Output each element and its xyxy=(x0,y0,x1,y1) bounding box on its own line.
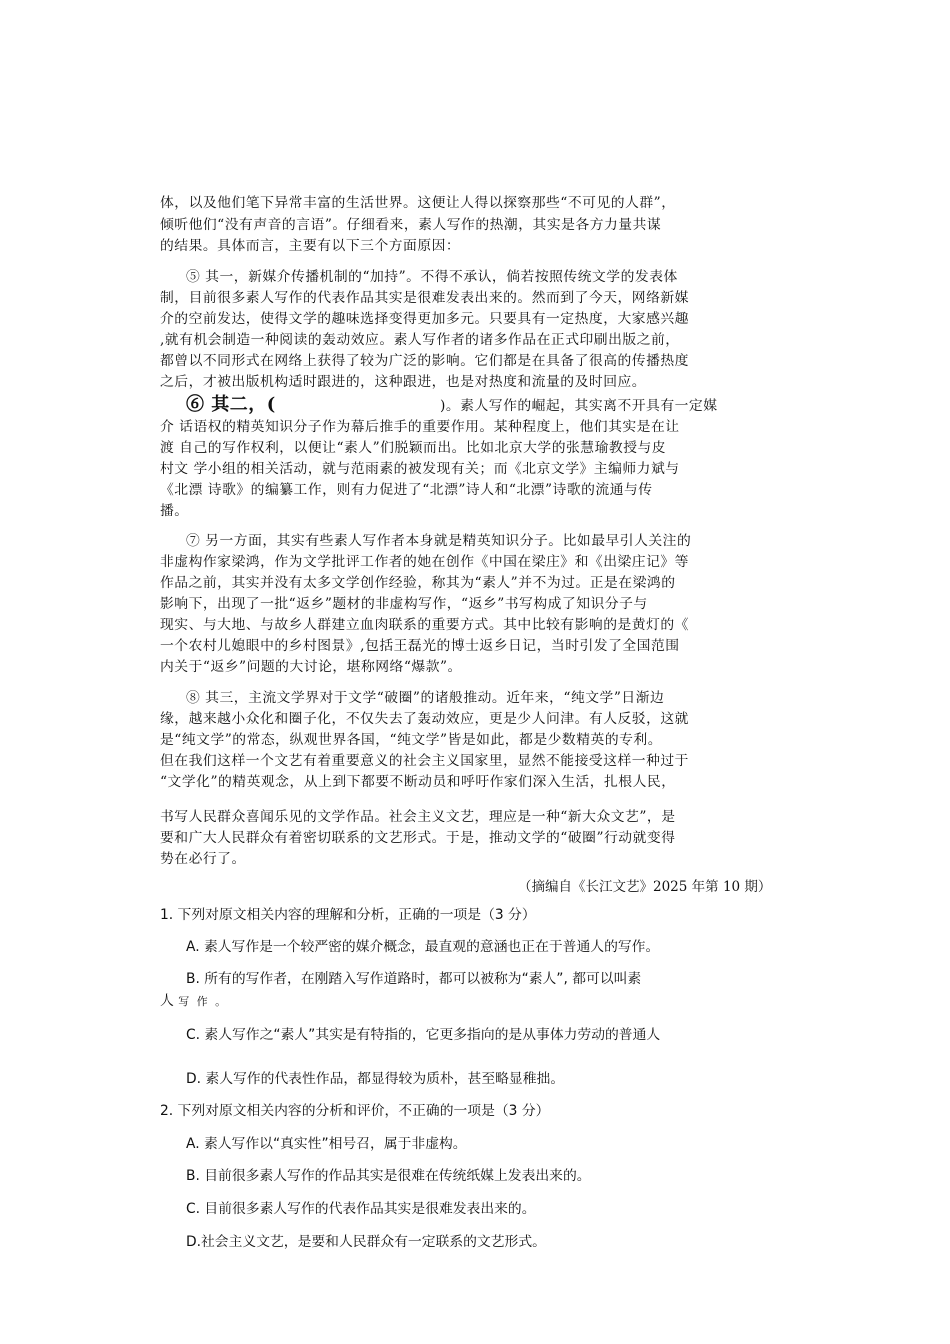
paragraph-5-line: 都曾以不同形式在网络上获得了较为广泛的影响。它们都是在具备了很高的传播热度 xyxy=(160,353,689,369)
paragraph-8-line: ⑧ 其三，主流文学界对于文学“破圈”的诸般推动。近年来，“纯文学”日渐边 xyxy=(186,690,665,706)
intro-line: 的结果。具体而言，主要有以下三个方面原因： xyxy=(160,238,461,254)
question-1-option-a: A. 素人写作是一个较严密的媒介概念，最直观的意涵也正在于普通人的写作。 xyxy=(186,939,660,955)
question-2-stem: 2. 下列对原文相关内容的分析和评价，不正确的一项是（3 分） xyxy=(160,1103,550,1119)
paragraph-8-cont-line: 要和广大人民群众有着密切联系的文艺形式。于是，推动文学的“破圈”行动就变得 xyxy=(160,830,676,846)
source-citation: （摘编自《长江文艺》2025 年第 10 期） xyxy=(518,879,772,895)
intro-line: 倾听他们“没有声音的言语”。仔细看来，素人写作的热潮，其实是各方力量共谋 xyxy=(160,217,662,233)
paragraph-5-line: ⑤ 其一，新媒介传播机制的“加持”。不得不承认，倘若按照传统文学的发表体 xyxy=(186,269,678,285)
paragraph-8-cont-line: 势在必行了。 xyxy=(160,851,246,867)
question-1-option-d: D. 素人写作的代表性作品，都显得较为质朴，甚至略显稚拙。 xyxy=(186,1071,565,1087)
paragraph-5-line: 介的空前发达，使得文学的趣味选择变得更加多元。只要具有一定热度，大家感兴趣 xyxy=(160,311,689,327)
paragraph-7-line: 内关于“返乡”问题的大讨论，堪称网络“爆款”。 xyxy=(160,659,462,675)
paragraph-5-line: ,就有机会制造一种阅读的轰动效应。素人写作者的诸多作品在正式印刷出版之前， xyxy=(160,332,680,348)
question-2-option-b: B. 目前很多素人写作的作品其实是很难在传统纸媒上发表出来的。 xyxy=(186,1168,591,1184)
question-1-stem: 1. 下列对原文相关内容的理解和分析，正确的一项是（3 分） xyxy=(160,907,536,923)
paragraph-5-line: 制，目前很多素人写作的代表作品其实是很难发表出来的。然而到了今天，网络新媒 xyxy=(160,290,689,306)
paragraph-6-heading: ⑥ 其二，( xyxy=(186,394,276,415)
paragraph-8-cont-line: 书写人民群众喜闻乐见的文学作品。社会主义文艺，理应是一种“新大众文艺”，是 xyxy=(160,809,676,825)
paragraph-6-line: 介 话语权的精英知识分子作为幕后推手的重要作用。某种程度上，他们其实是在让 xyxy=(160,419,680,435)
paragraph-5-line: 之后，才被出版机构适时跟进的，这种跟进，也是对热度和流量的及时回应。 xyxy=(160,374,647,390)
paragraph-7-line: 作品之前，其实并没有太多文学创作经验，称其为“素人”并不为过。正是在梁鸿的 xyxy=(160,575,676,591)
question-2-option-c: C. 目前很多素人写作的代表作品其实是很难发表出来的。 xyxy=(186,1201,536,1217)
paragraph-7-line: 影响下，出现了一批“返乡”题材的非虚构写作，“返乡”书写构成了知识分子与 xyxy=(160,596,648,612)
paragraph-8-line: 但在我们这样一个文艺有着重要意义的社会主义国家里，显然不能接受这样一种过于 xyxy=(160,753,689,769)
paragraph-7-line: ⑦ 另一方面，其实有些素人写作者本身就是精英知识分子。比如最早引人关注的 xyxy=(186,533,692,549)
option-b-cont-small: 写 作 。 xyxy=(178,995,229,1008)
question-1-option-c: C. 素人写作之“素人”其实是有特指的，它更多指向的是从事体力劳动的普通人 xyxy=(186,1027,661,1043)
option-b-cont-large: 人 xyxy=(160,993,174,1009)
paragraph-8-line: 缘，越来越小众化和圈子化，不仅失去了轰动效应，更是少人问津。有人反驳，这就 xyxy=(160,711,689,727)
paragraph-6-line: 播。 xyxy=(160,503,189,519)
paragraph-7-line: 现实、与大地、与故乡人群建立血肉联系的重要方式。其中比较有影响的是黄灯的《 xyxy=(160,617,689,633)
paragraph-6-line: 渡 自己的写作权利，以便让“素人”们脱颖而出。比如北京大学的张慧瑜教授与皮 xyxy=(160,440,667,456)
paragraph-7-line: 非虚构作家梁鸿，作为文学批评工作者的她在创作《中国在梁庄》和《出梁庄记》等 xyxy=(160,554,689,570)
paragraph-7-line: 一个农村儿媳眼中的乡村图景》,包括王磊光的博士返乡日记，当时引发了全国范围 xyxy=(160,638,680,654)
paragraph-6-heading-rest: )。素人写作的崛起，其实离不开具有一定媒 xyxy=(440,398,718,414)
question-2-option-d: D.社会主义文艺，是要和人民群众有一定联系的文艺形式。 xyxy=(186,1234,546,1250)
paragraph-6-line: 村文 学小组的相关活动，就与范雨素的被发现有关；而《北京文学》主编师力斌与 xyxy=(160,461,680,477)
paragraph-6-line: 《北漂 诗歌》的编纂工作，则有力促进了“北漂”诗人和“北漂”诗歌的流通与传 xyxy=(160,482,653,498)
question-1-option-b-cont xyxy=(160,991,228,1012)
question-1-option-b: B. 所有的写作者，在刚踏入写作道路时，都可以被称为“素人”, 都可以叫素 xyxy=(186,971,642,987)
question-2-option-a: A. 素人写作以“真实性”相号召，属于非虚构。 xyxy=(186,1136,467,1152)
paragraph-8-line: 是“纯文学”的常态，纵观世界各国，“纯文学”皆是如此，都是少数精英的专利。 xyxy=(160,732,663,748)
intro-line: 体，以及他们笔下异常丰富的生活世界。这便让人得以探察那些“不可见的人群”， xyxy=(160,195,676,211)
paragraph-8-line: “文学化”的精英观念，从上到下都要不断动员和呼吁作家们深入生活，扎根人民， xyxy=(160,774,676,790)
